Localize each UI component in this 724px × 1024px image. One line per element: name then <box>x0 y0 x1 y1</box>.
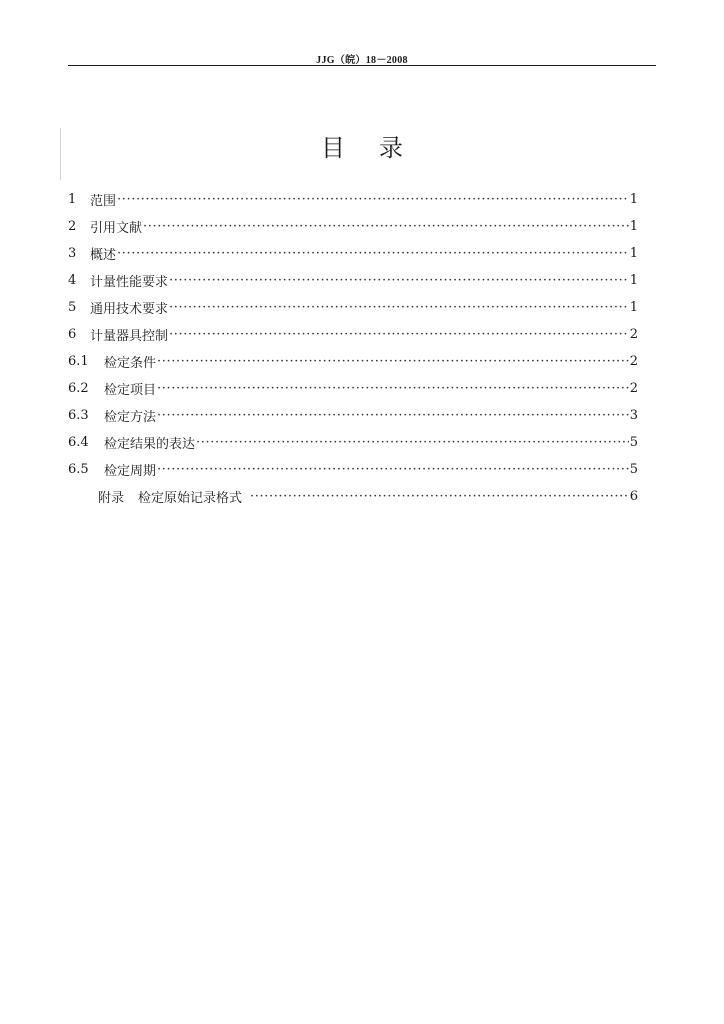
toc-label: 引用文献 <box>90 221 143 236</box>
toc-number: 2 <box>68 219 77 234</box>
toc-label: 计量器具控制 <box>90 329 169 344</box>
toc-page: 5 <box>629 462 638 477</box>
toc-label: 检定周期 <box>104 464 157 479</box>
toc-page: 1 <box>629 300 638 315</box>
page-title: 目录 <box>321 134 437 162</box>
toc-entry-6-3[interactable] <box>68 402 638 429</box>
toc-entry-6[interactable] <box>68 321 638 348</box>
toc-page: 6 <box>629 489 638 504</box>
dot-leader <box>157 408 629 423</box>
dot-leader <box>169 273 629 288</box>
toc-number: 6.5 <box>68 462 89 477</box>
toc-number: 5 <box>68 300 77 315</box>
dot-leader <box>157 354 629 369</box>
table-of-contents <box>68 186 638 510</box>
toc-label: 检定结果的表达 <box>104 437 196 452</box>
toc-entry-5[interactable] <box>68 294 638 321</box>
toc-entry-2[interactable] <box>68 213 638 240</box>
toc-page: 5 <box>629 435 638 450</box>
dot-leader <box>196 435 629 450</box>
header-rule <box>68 65 656 66</box>
toc-page: 1 <box>629 273 638 288</box>
toc-entry-appendix[interactable] <box>68 483 638 510</box>
toc-number: 6.4 <box>68 435 89 450</box>
toc-page: 2 <box>629 327 638 342</box>
toc-entry-4[interactable] <box>68 267 638 294</box>
toc-number: 4 <box>68 273 77 288</box>
toc-number: 6.2 <box>68 381 89 396</box>
toc-page: 1 <box>629 192 638 207</box>
toc-number: 6.3 <box>68 408 89 423</box>
toc-page: 3 <box>629 408 638 423</box>
toc-page: 1 <box>629 246 638 261</box>
appendix-prefix: 附录 <box>98 491 125 506</box>
dot-leader <box>250 489 629 504</box>
dot-leader <box>117 246 629 261</box>
toc-number: 3 <box>68 246 77 261</box>
dot-leader <box>169 300 629 315</box>
toc-label: 范围 <box>90 194 117 209</box>
dot-leader <box>157 381 629 396</box>
toc-entry-6-2[interactable] <box>68 375 638 402</box>
toc-label: 检定条件 <box>104 356 157 371</box>
toc-label: 检定项目 <box>104 383 157 398</box>
toc-label: 通用技术要求 <box>90 302 169 317</box>
toc-page: 2 <box>629 354 638 369</box>
dot-leader <box>117 192 629 207</box>
toc-number: 6 <box>68 327 77 342</box>
dot-leader <box>169 327 629 342</box>
toc-number: 1 <box>68 192 77 207</box>
toc-page: 2 <box>629 381 638 396</box>
toc-entry-6-1[interactable] <box>68 348 638 375</box>
toc-entry-6-5[interactable] <box>68 456 638 483</box>
toc-page: 1 <box>629 219 638 234</box>
dot-leader <box>143 219 629 234</box>
document-header <box>0 51 724 66</box>
toc-label: 计量性能要求 <box>90 275 169 290</box>
doc-code: JJG（皖）18－2008 <box>316 55 408 66</box>
toc-entry-1[interactable] <box>68 186 638 213</box>
toc-entry-3[interactable] <box>68 240 638 267</box>
toc-number: 6.1 <box>68 354 89 369</box>
toc-entry-6-4[interactable] <box>68 429 638 456</box>
toc-label: 检定原始记录格式 <box>138 491 243 506</box>
toc-label: 检定方法 <box>104 410 157 425</box>
dot-leader <box>157 462 629 477</box>
toc-label: 概述 <box>90 248 117 263</box>
